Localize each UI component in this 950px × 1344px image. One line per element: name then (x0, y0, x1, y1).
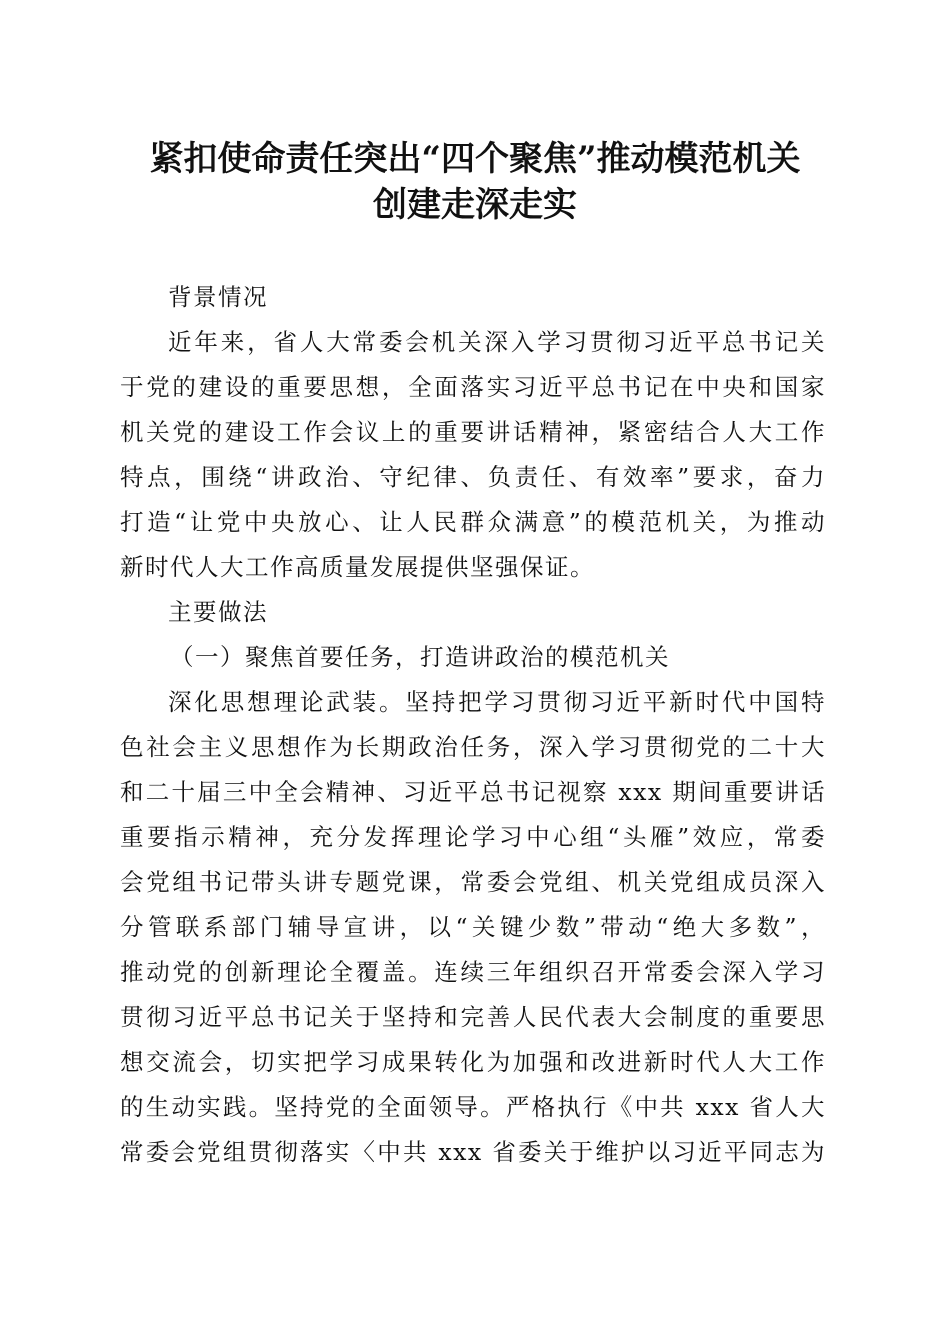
document-title-line-2: 创建走深走实 (373, 185, 577, 225)
paragraph-2-line-7: 推动党的创新理论全覆盖。连续三年组织召开常委会深入学习 (120, 958, 826, 986)
paragraph-2-line-3: 和二十届三中全会精神、习近平总书记视察 xxx 期间重要讲话 (120, 778, 826, 806)
paragraph-2-line-9: 想交流会，切实把学习成果转化为加强和改进新时代人大工作 (120, 1048, 826, 1076)
paragraph-1-line-3: 机关党的建设工作会议上的重要讲话精神，紧密结合人大工作 (120, 418, 826, 446)
paragraph-1-line-5: 打造“让党中央放心、让人民群众满意”的模范机关，为推动 (120, 508, 826, 536)
paragraph-1-line-6: 新时代人大工作高质量发展提供坚强保证。 (120, 553, 595, 581)
paragraph-1-line-4: 特点，围绕“讲政治、守纪律、负责任、有效率”要求，奋力 (120, 463, 826, 491)
subheading-1: （一）聚焦首要任务，打造讲政治的模范机关 (170, 643, 670, 671)
section-heading-methods: 主要做法 (168, 598, 268, 626)
paragraph-2-line-4: 重要指示精神，充分发挥理论学习中心组“头雁”效应，常委 (120, 823, 826, 851)
paragraph-2-line-1: 深化思想理论武装。坚持把学习贯彻习近平新时代中国特 (168, 688, 826, 716)
paragraph-2-line-2: 色社会主义思想作为长期政治任务，深入学习贯彻党的二十大 (120, 733, 826, 761)
paragraph-2-line-8: 贯彻习近平总书记关于坚持和完善人民代表大会制度的重要思 (120, 1003, 826, 1031)
paragraph-2-line-5: 会党组书记带头讲专题党课，常委会党组、机关党组成员深入 (120, 868, 826, 896)
section-heading-background: 背景情况 (168, 283, 268, 311)
paragraph-2-line-6: 分管联系部门辅导宣讲，以“关键少数”带动“绝大多数”， (120, 913, 826, 941)
paragraph-1-line-2: 于党的建设的重要思想，全面落实习近平总书记在中央和国家 (120, 373, 826, 401)
paragraph-1-line-1: 近年来，省人大常委会机关深入学习贯彻习近平总书记关 (168, 328, 826, 356)
paragraph-2-line-11: 常委会党组贯彻落实〈中共 xxx 省委关于维护以习近平同志为 (120, 1138, 826, 1166)
document-title-line-1: 紧扣使命责任突出“四个聚焦”推动模范机关 (149, 139, 801, 179)
paragraph-2-line-10: 的生动实践。坚持党的全面领导。严格执行《中共 xxx 省人大 (120, 1093, 826, 1121)
